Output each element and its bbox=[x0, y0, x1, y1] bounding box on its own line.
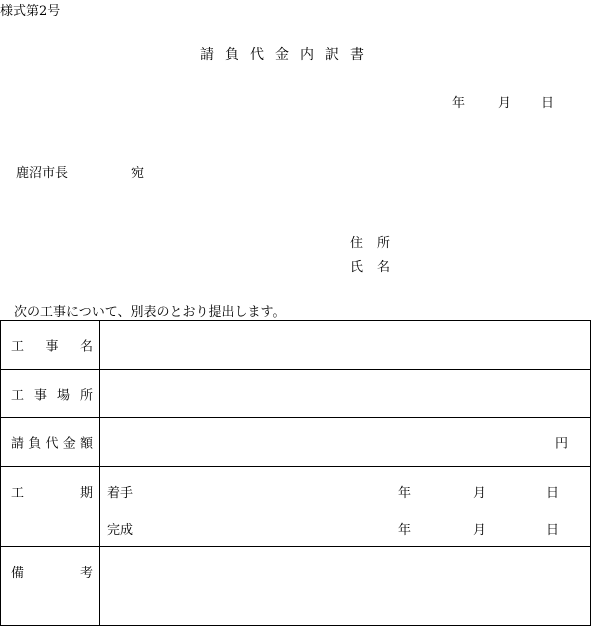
yen-unit: 円 bbox=[554, 436, 568, 452]
period-end-month: 月 bbox=[473, 523, 487, 538]
period-start-month: 月 bbox=[473, 486, 487, 501]
table-row-period bbox=[1, 467, 591, 547]
construction-site-field[interactable] bbox=[100, 370, 591, 418]
remarks-field[interactable] bbox=[100, 547, 591, 626]
address-label: 住所 bbox=[350, 236, 405, 251]
name-label: 氏名 bbox=[350, 260, 405, 275]
form-number: 様式第2号 bbox=[0, 4, 61, 19]
period-start-day: 日 bbox=[546, 486, 560, 501]
intro-text: 次の工事について、別表のとおり提出します。 bbox=[14, 305, 286, 320]
date-month-label: 月 bbox=[498, 96, 512, 111]
period-start-label: 着手 bbox=[107, 486, 134, 501]
table-row-contract-amount bbox=[1, 418, 591, 467]
date-day-label: 日 bbox=[541, 96, 555, 111]
detail-table bbox=[0, 320, 591, 626]
contract-amount-field[interactable] bbox=[100, 418, 591, 467]
construction-site-label: 工 事 場 所 bbox=[1, 370, 100, 418]
construction-name-label: 工 事 名 bbox=[1, 321, 100, 370]
period-start-year: 年 bbox=[398, 486, 412, 501]
period-end-day: 日 bbox=[546, 523, 560, 538]
date-year-label: 年 bbox=[452, 96, 466, 111]
period-label: 工 期 bbox=[1, 467, 100, 547]
period-end-label: 完成 bbox=[107, 523, 134, 538]
period-end-year: 年 bbox=[398, 523, 412, 538]
table-row-construction-site bbox=[1, 370, 591, 418]
table-row-construction-name bbox=[1, 321, 591, 370]
construction-name-field[interactable] bbox=[100, 321, 591, 370]
document-title: 請負代金内訳書 bbox=[200, 47, 375, 63]
table-row-remarks bbox=[1, 547, 591, 626]
contract-amount-label: 請 負 代 金 額 bbox=[1, 418, 100, 467]
period-field[interactable] bbox=[100, 467, 591, 547]
addressee-suffix: 宛 bbox=[131, 166, 145, 181]
addressee: 鹿沼市長 bbox=[16, 166, 69, 181]
remarks-label: 備 考 bbox=[1, 547, 100, 626]
